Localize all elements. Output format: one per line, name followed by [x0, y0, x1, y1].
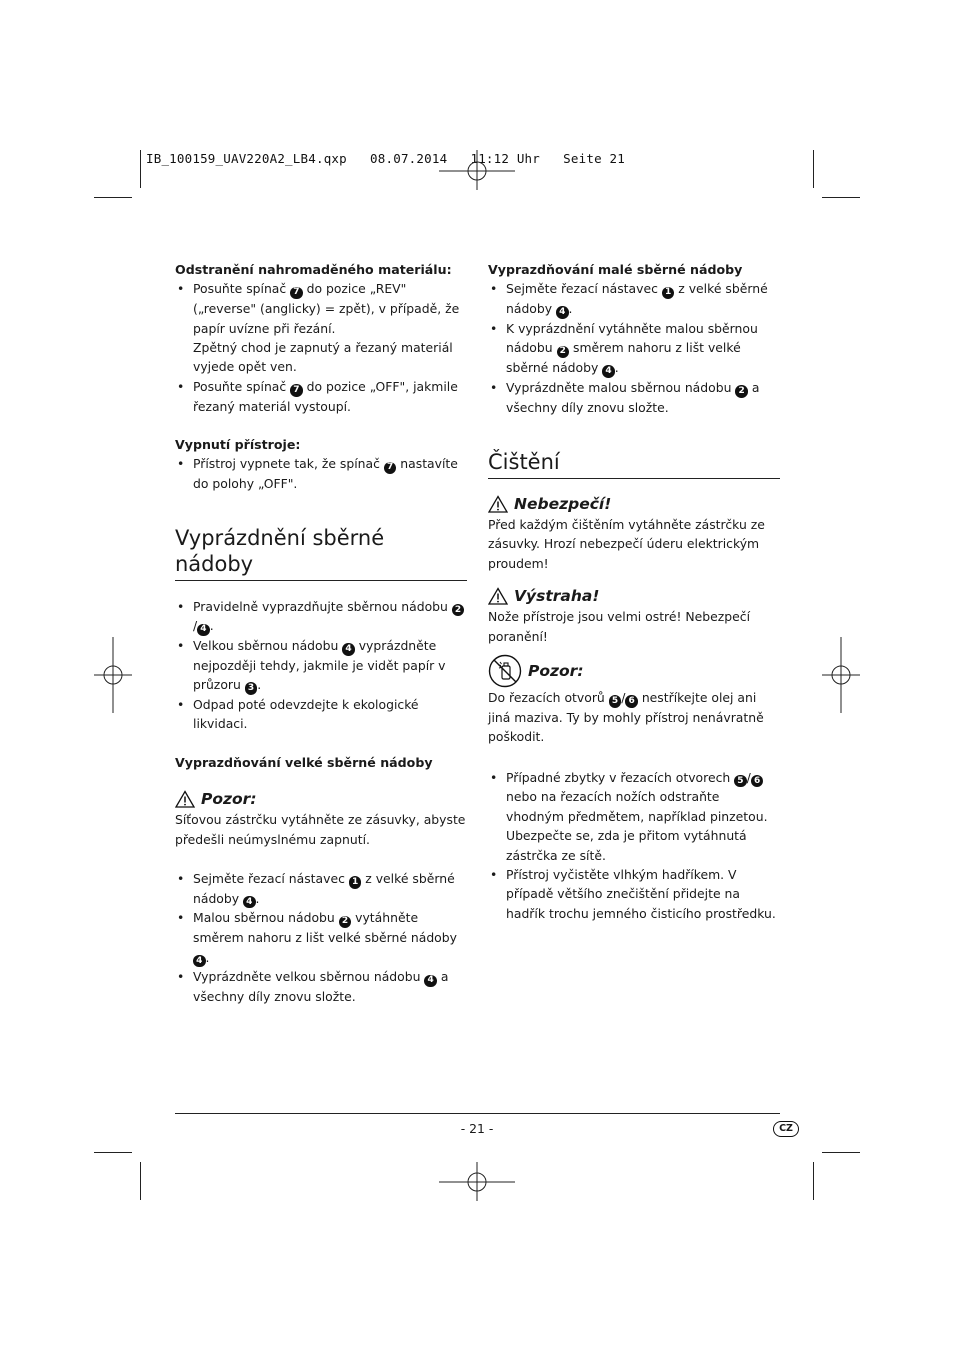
- bullet-list: [175, 869, 467, 1007]
- footer-divider: [175, 1113, 780, 1114]
- list-item: • Posuňte spínač 7 do pozice „OFF", jakmile řezaný materiál vystoupí.: [175, 377, 467, 416]
- warning-heading: Výstraha!: [488, 585, 780, 607]
- no-oil-spray-icon: [488, 654, 522, 688]
- page-number: - 21 -: [460, 1121, 494, 1136]
- part-number-badge: 7: [290, 384, 303, 397]
- page-heading: Vyprázdnění sběrné nádoby: [175, 525, 467, 581]
- file-slug: IB_100159_UAV220A2_LB4.qxp 08.07.2014 11:12 Uhr Seite 21: [146, 151, 625, 166]
- bullet-list: [175, 454, 467, 493]
- list-item: • Sejměte řezací nástavec 1 z velké sběrné nádoby 4 .: [488, 279, 780, 319]
- list-item: • Vyprázdněte malou sběrnou nádobu 2 a všechny díly znovu složte.: [488, 378, 780, 417]
- section-heading: Odstranění nahromaděného materiálu:: [175, 262, 452, 277]
- part-number-badge: 6: [625, 695, 638, 708]
- part-number-badge: 2: [339, 916, 352, 929]
- list-item: • Sejměte řezací nástavec 1 z velké sběrné nádoby 4 .: [175, 869, 467, 909]
- part-number-badge: 4: [193, 955, 206, 968]
- list-item: • Případné zbytky v řezacích otvorech 5 / 6 nebo na řezacích nožích odstraňte vhodným předmětem, například pinzetou. Ubezpečte se, zda je přitom vytáhnutá zástrčka ze sítě.: [488, 768, 780, 865]
- right-column: [488, 260, 780, 923]
- bullet-list: [488, 279, 780, 417]
- part-number-badge: 1: [662, 287, 675, 300]
- list-item: • Odpad poté odevzdejte k ekologické likvidaci.: [175, 695, 467, 734]
- list-item: • Malou sběrnou nádobu 2 vytáhněte směrem nahoru z lišt velké sběrné nádoby 4 .: [175, 908, 467, 967]
- caution-text: Síťovou zástrčku vytáhněte ze zásuvky, abyste předešli neúmyslnému zapnutí.: [175, 812, 466, 847]
- part-number-badge: 2: [735, 385, 748, 398]
- part-number-badge: 5: [734, 775, 747, 788]
- caution-heading: Pozor:: [175, 788, 467, 810]
- warning-text: Nože přístroje jsou velmi ostré! Nebezpečí poranění!: [488, 609, 751, 644]
- part-number-badge: 7: [384, 462, 397, 475]
- language-badge: CZ: [773, 1121, 799, 1137]
- part-number-badge: 5: [609, 695, 622, 708]
- part-number-badge: 7: [290, 287, 303, 300]
- part-number-badge: 4: [243, 896, 256, 909]
- section-heading: Vyprazdňování velké sběrné nádoby: [175, 754, 433, 770]
- part-number-badge: 1: [349, 876, 362, 889]
- danger-heading: Nebezpečí!: [488, 493, 780, 515]
- part-number-badge: 4: [556, 306, 569, 319]
- part-number-badge: 2: [557, 346, 570, 359]
- part-number-badge: 4: [424, 975, 437, 988]
- caution-text: Do řezacích otvorů 5 / 6 nestříkejte olej ani jiná maziva. Ty by mohly přístroj nenávratně poškodit.: [488, 690, 764, 745]
- bullet-list: [175, 597, 467, 734]
- part-number-badge: 3: [245, 682, 258, 695]
- list-item: • Velkou sběrnou nádobu 4 vyprázdněte nejpozději tehdy, jakmile je vidět papír v průzoru 3 .: [175, 636, 467, 695]
- page-heading: Čištění: [488, 449, 780, 479]
- warning-triangle-icon: [488, 587, 508, 605]
- section-heading: Vypnutí přístroje:: [175, 436, 301, 452]
- warning-triangle-icon: [175, 790, 195, 808]
- list-item: • Přístroj vypnete tak, že spínač 7 nastavíte do polohy „OFF".: [175, 454, 467, 493]
- list-item: • K vyprázdnění vytáhněte malou sběrnou nádobu 2 směrem nahoru z lišt velké sběrné nádoby 4 .: [488, 319, 780, 378]
- part-number-badge: 2: [452, 604, 465, 617]
- part-number-badge: 4: [197, 624, 210, 637]
- part-number-badge: 6: [751, 775, 764, 788]
- danger-text: Před každým čištěním vytáhněte zástrčku ze zásuvky. Hrozí nebezpečí úderu elektrickým proudem!: [488, 516, 765, 571]
- warning-triangle-icon: [488, 495, 508, 513]
- caution-heading: Pozor:: [488, 654, 780, 688]
- list-item: • Posuňte spínač 7 do pozice „REV" („reverse" (anglicky) = zpět), v případě, že papír uvízne při řezání. Zpětný chod je zapnutý a řezaný materiál vyjede opět ven.: [175, 279, 467, 376]
- bullet-list: [175, 279, 467, 416]
- part-number-badge: 4: [602, 365, 615, 378]
- bullet-list: [488, 768, 780, 924]
- left-column: [175, 260, 467, 1007]
- list-item: • Pravidelně vyprazdňujte sběrnou nádobu 2/ 4 .: [175, 597, 467, 637]
- list-item: • Přístroj vyčistěte vlhkým hadříkem. V případě většího znečištění přidejte na hadřík trochu jemného čisticího prostředku.: [488, 865, 780, 923]
- section-heading: Vyprazdňování malé sběrné nádoby: [488, 262, 743, 277]
- part-number-badge: 4: [342, 643, 355, 656]
- list-item: • Vyprázdněte velkou sběrnou nádobu 4 a všechny díly znovu složte.: [175, 967, 467, 1006]
